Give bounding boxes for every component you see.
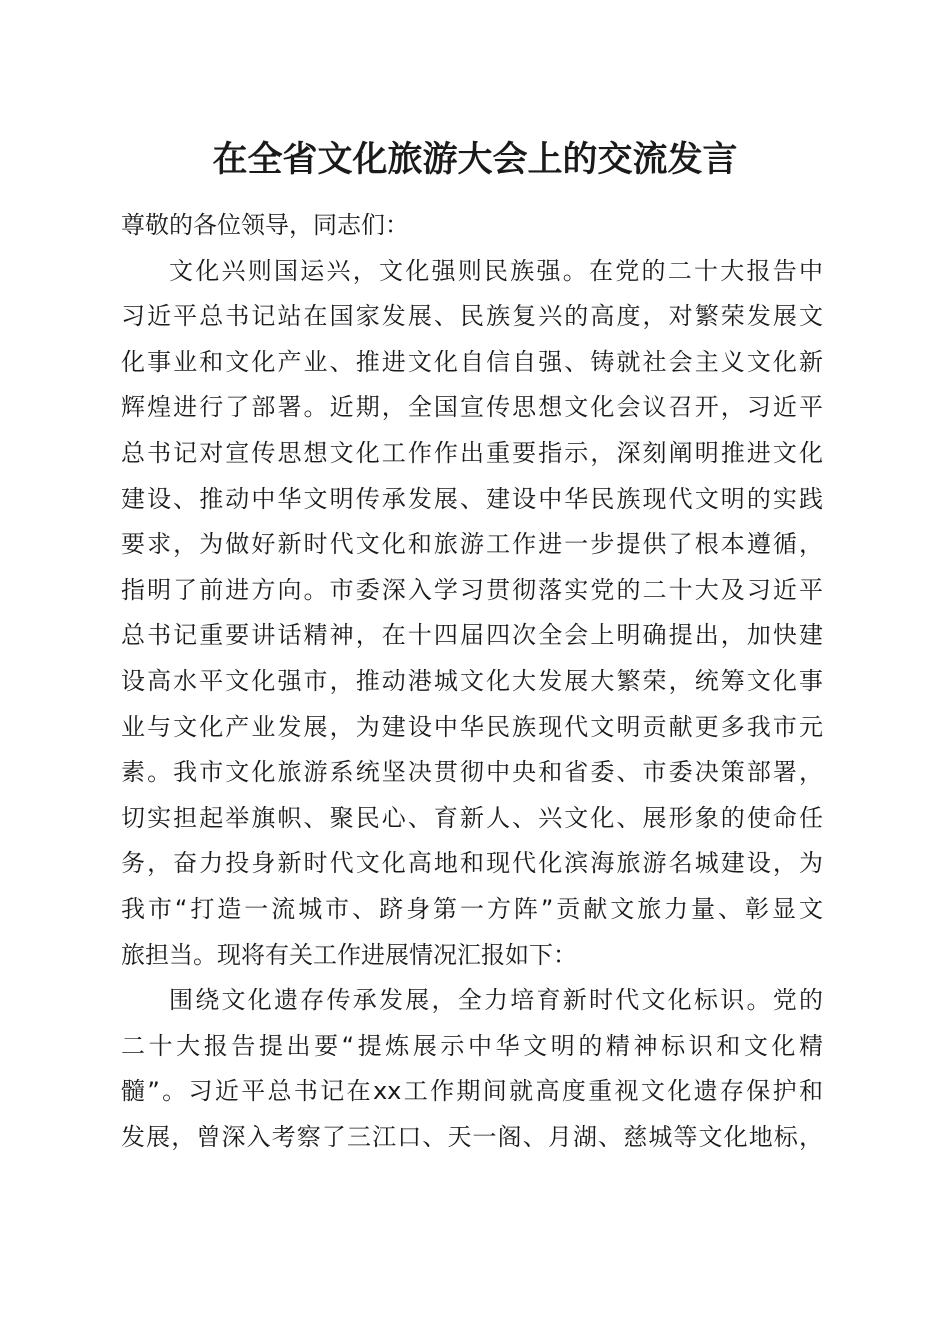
paragraph-line: 旅担当。现将有关工作进展情况汇报如下：: [121, 940, 577, 969]
paragraph-line: 要求，为做好新时代文化和旅游工作进一步提供了根本遵循，: [121, 530, 823, 559]
paragraph-line: 化事业和文化产业、推进文化自信自强、铸就社会主义文化新: [121, 347, 823, 376]
paragraph-line: 围绕文化遗存传承发展，全力培育新时代文化标识。党的: [169, 986, 823, 1015]
paragraph-line: 素。我市文化旅游系统坚决贯彻中央和省委、市委决策部署，: [121, 758, 823, 787]
paragraph-line: 总书记对宣传思想文化工作作出重要指示，深刻阐明推进文化: [121, 438, 823, 467]
document-title: 在全省文化旅游大会上的交流发言: [212, 139, 738, 180]
salutation: 尊敬的各位领导，同志们：: [121, 211, 409, 239]
paragraph-line: 我市“打造一流城市、跻身第一方阵”贡献文旅力量、彰显文: [121, 894, 823, 923]
paragraph-line: 业与文化产业发展，为建设中华民族现代文明贡献更多我市元: [121, 712, 823, 741]
paragraph-line: 发展，曾深入考察了三江口、天一阁、月湖、慈城等文化地标，: [121, 1122, 823, 1151]
paragraph-line: 文化兴则国运兴，文化强则民族强。在党的二十大报告中: [169, 256, 823, 285]
paragraph-line: 总书记重要讲话精神，在十四届四次全会上明确提出，加快建: [121, 621, 823, 650]
paragraph-line: 髓”。习近平总书记在xx工作期间就高度重视文化遗存保护和: [121, 1077, 823, 1106]
paragraph-line: 二十大报告提出要“提炼展示中华文明的精神标识和文化精: [121, 1031, 823, 1060]
paragraph-line: 设高水平文化强市，推动港城文化大发展大繁荣，统筹文化事: [121, 666, 823, 695]
paragraph-line: 辉煌进行了部署。近期，全国宣传思想文化会议召开，习近平: [121, 393, 823, 422]
paragraph-line: 指明了前进方向。市委深入学习贯彻落实党的二十大及习近平: [121, 575, 823, 604]
paragraph-line: 务，奋力投身新时代文化高地和现代化滨海旅游名城建设，为: [121, 849, 823, 878]
paragraph-line: 建设、推动中华文明传承发展、建设中华民族现代文明的实践: [121, 484, 823, 513]
paragraph-line: 切实担起举旗帜、聚民心、育新人、兴文化、展形象的使命任: [121, 803, 823, 832]
document-body: [121, 203, 823, 1160]
paragraph-line: 习近平总书记站在国家发展、民族复兴的高度，对繁荣发展文: [121, 302, 823, 331]
